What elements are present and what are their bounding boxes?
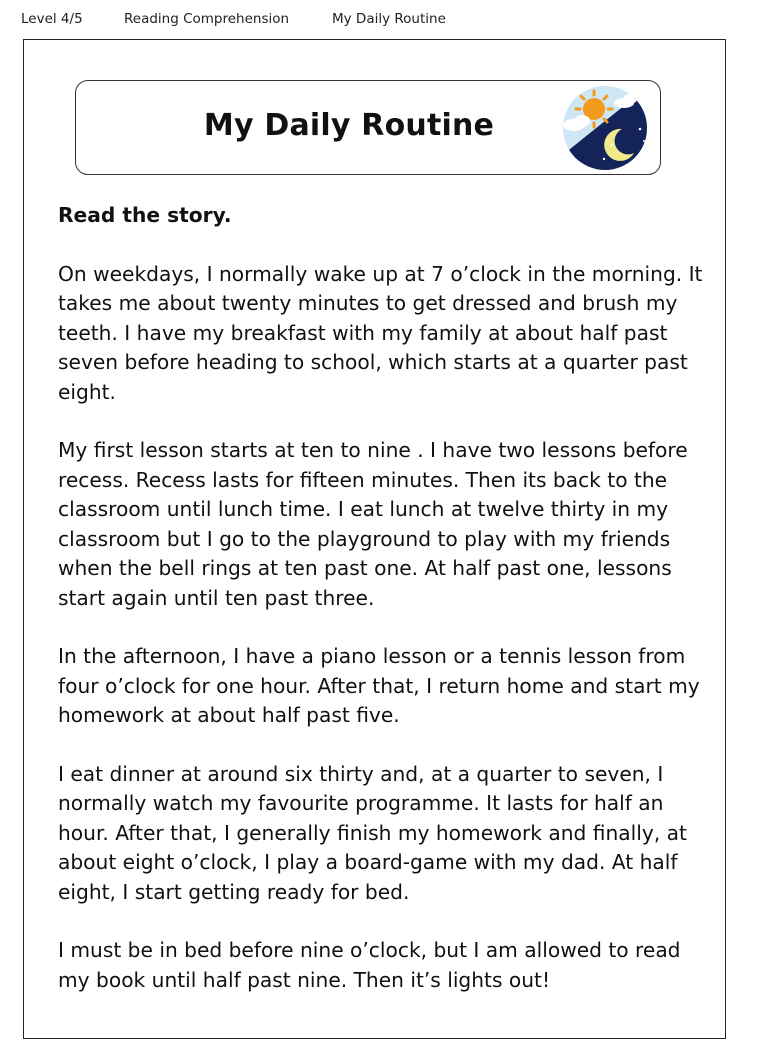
level-label: Level 4/5 [21, 11, 83, 27]
story-content [58, 201, 718, 1024]
story-paragraph: In the afternoon, I have a piano lesson or a tennis lesson from four o’clock for one hour. After that, I return home and start my homework at about half past five. [58, 644, 700, 727]
subject-label: Reading Comprehension [124, 11, 290, 27]
story-paragraph: I eat dinner at around six thirty and, at a quarter to seven, I normally watch my favourite programme. It lasts for half an hour. After that, I generally finish my homework and finally, at about eight o’clock, I play a board-game with my dad. At half eight, I start getting ready for bed. [58, 761, 687, 904]
story-paragraph: I must be in bed before nine o’clock, but I am allowed to read my book until half past nine. Then it’s lights out! [58, 938, 681, 992]
day-night-icon [560, 85, 650, 171]
topic-label: My Daily Routine [332, 11, 446, 27]
story-paragraph: On weekdays, I normally wake up at 7 o’clock in the morning. It takes me about twenty minutes to get dressed and brush my teeth. I have my breakfast with my family at about half past seven before heading to school, which starts at a quarter past eight. [58, 261, 703, 404]
worksheet-title: My Daily Routine [203, 108, 495, 143]
story-paragraph: My first lesson starts at ten to nine . I have two lessons before recess. Recess lasts for fifteen minutes. Then its back to the classroom until lunch time. I eat lunch at twelve thirty in my classroom but I go to the playground to play with my friends when the bell rings at ten past one. At half past one, lessons start again until ten past three. [58, 438, 688, 610]
instruction-text: Read the story. [58, 203, 232, 227]
title-banner [75, 80, 661, 175]
